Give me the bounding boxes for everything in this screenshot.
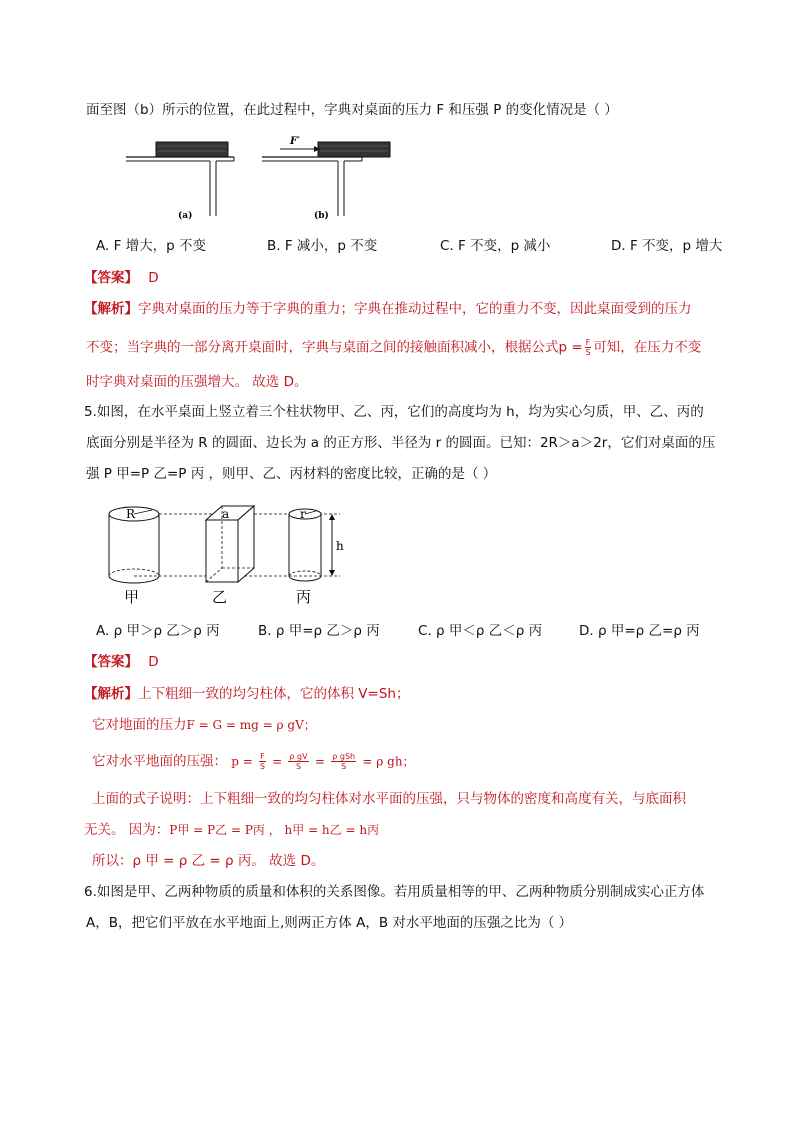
q5-answer: [84, 653, 159, 671]
q5-fraction-3: [331, 752, 356, 771]
q5-f3-den: S: [341, 762, 347, 771]
q5-analysis-text-2b: F = G = mg = ρ gV；: [186, 718, 316, 732]
q4-option-a: A. F 增大，p 不变: [96, 238, 206, 254]
q4-option-d: D. F 不变，p 增大: [611, 238, 723, 254]
q5-analysis-line-2: [92, 716, 316, 734]
q4-figure-a: [126, 142, 234, 221]
q5-analysis-text-5b: P甲 = P乙 = P丙 ， h甲 = h乙 = h丙: [169, 823, 380, 837]
q5-label-r: r: [300, 507, 306, 521]
q4-analysis-tag: 【解析】: [84, 301, 138, 317]
q4-formula-num: F: [585, 338, 591, 347]
q4-stem-tail: 面至图（b）所示的位置，在此过程中，字典对桌面的压力 F 和压强 P 的变化情况是（ ）: [86, 102, 618, 118]
q5-label-h: h: [336, 539, 344, 553]
q4-force-label: F′: [290, 136, 300, 147]
q5-analysis-text-3a: 它对水平地面的压强：: [92, 753, 227, 770]
q5-stem-line-1: 5.如图，在水平桌面上竖立着三个柱状物甲、乙、丙，它们的高度均为 h，均为实心匀质，甲、乙、丙的: [84, 404, 704, 420]
q5-cylinder-bing: [289, 507, 321, 581]
q5-analysis-line-5: [84, 821, 379, 839]
q5-answer-value: D: [148, 654, 159, 670]
q6-stem-line-1: 6.如图是甲、乙两种物质的质量和体积的关系图像。若用质量相等的甲、乙两种物质分别制成实心正方体: [84, 884, 705, 900]
q5-analysis-text-6b: ρ 甲 = ρ 乙 = ρ 丙。 故选 D。: [132, 853, 325, 869]
q5-f2-num: ρ gV: [289, 752, 308, 761]
q4-answer-value: D: [148, 270, 159, 286]
q4-figure: [122, 134, 422, 224]
q5-option-c: C. ρ 甲＜ρ 乙＜ρ 丙: [418, 623, 543, 639]
q5-analysis-tail: = ρ gh；: [362, 754, 415, 769]
q5-fraction-2: [288, 752, 308, 771]
q4-analysis-text-1: 字典对桌面的压力等于字典的重力；字典在推动过程中，它的重力不变，因此桌面受到的压力: [138, 301, 692, 317]
q4-fig-a-label: (a): [178, 211, 193, 221]
q5-label-R: R: [126, 507, 136, 521]
q5-stem-line-3: 强 P 甲=P 乙=P 丙 ，则甲、乙、丙材料的密度比较，正确的是（ ）: [86, 466, 497, 482]
q5-stem-line-2: 底面分别是半径为 R 的圆面、边长为 a 的正方形、半径为 r 的圆面。已知：2R＞a＞2r，它们对桌面的压: [86, 435, 716, 451]
q4-analysis-text-2b: 可知，在压力不变: [593, 339, 702, 356]
q6-stem-line-2: A，B，把它们平放在水平地面上,则两正方体 A，B 对水平地面的压强之比为（ ）: [86, 915, 573, 931]
q5-analysis-p: p =: [231, 754, 253, 769]
q5-analysis-text-2a: 它对地面的压力: [92, 717, 187, 733]
q5-cylinder-jia: [109, 507, 159, 583]
q5-option-b: B. ρ 甲=ρ 乙＞ρ 丙: [258, 623, 380, 639]
q4-fig-b-label: (b): [314, 211, 329, 221]
q5-label-yi: 乙: [212, 588, 228, 606]
q5-answer-tag: 【答案】: [84, 654, 138, 670]
q5-analysis-text-6a: 所以：: [92, 853, 133, 869]
q5-analysis-line-3: 它对水平地面的压强： p = $\frac{F}{S}$ = $\frac{\text{ρ gV}}{S}$ = $\frac{\text{ρ gSh}}{S}$ = ρ gh；: [92, 752, 415, 771]
q5-label-jia: 甲: [124, 588, 140, 606]
q4-option-b: B. F 减小，p 不变: [267, 238, 378, 254]
q5-cube-yi: [206, 506, 254, 582]
q5-label-bing: 丙: [296, 588, 312, 606]
q5-f1-num: F: [260, 752, 265, 761]
q5-figure: [100, 500, 360, 610]
q4-answer: [84, 269, 159, 287]
q5-analysis-text-5a: 无关。 因为：: [84, 822, 170, 838]
q4-analysis-line-2: [86, 338, 701, 357]
q4-analysis-line-3: 时字典对桌面的压强增大。 故选 D。: [86, 374, 308, 390]
q5-f1-den: S: [259, 762, 265, 771]
q4-analysis-text-2a: 不变；当字典的一部分离开桌面时，字典与桌面之间的接触面积减小，根据公式p =: [86, 339, 583, 356]
q5-height-arrow: [329, 514, 344, 576]
q5-analysis-line-4: 上面的式子说明：上下粗细一致的均匀柱体对水平面的压强，只与物体的密度和高度有关，与底面积: [92, 791, 686, 807]
q5-analysis-text-1: 上下粗细一致的均匀柱体，它的体积 V=Sh；: [138, 686, 410, 702]
q4-option-c: C. F 不变，p 减小: [440, 238, 551, 254]
q5-analysis-line-1: [84, 685, 409, 703]
q5-f3-num: ρ gSh: [332, 752, 356, 761]
q5-option-a: A. ρ 甲＞ρ 乙＞ρ 丙: [96, 623, 220, 639]
q4-figure-b: [262, 136, 390, 221]
q5-label-a: a: [222, 507, 230, 521]
q5-f2-den: S: [295, 762, 302, 771]
q5-fraction-1: [259, 752, 266, 771]
q4-analysis-line-1: [84, 300, 692, 318]
q4-answer-tag: 【答案】: [84, 270, 138, 286]
q5-analysis-tag: 【解析】: [84, 686, 138, 702]
q4-formula-den: S: [585, 348, 591, 357]
q5-analysis-line-6: [92, 852, 324, 870]
q5-option-d: D. ρ 甲=ρ 乙=ρ 丙: [579, 623, 700, 639]
q4-formula-fraction: [585, 338, 592, 357]
